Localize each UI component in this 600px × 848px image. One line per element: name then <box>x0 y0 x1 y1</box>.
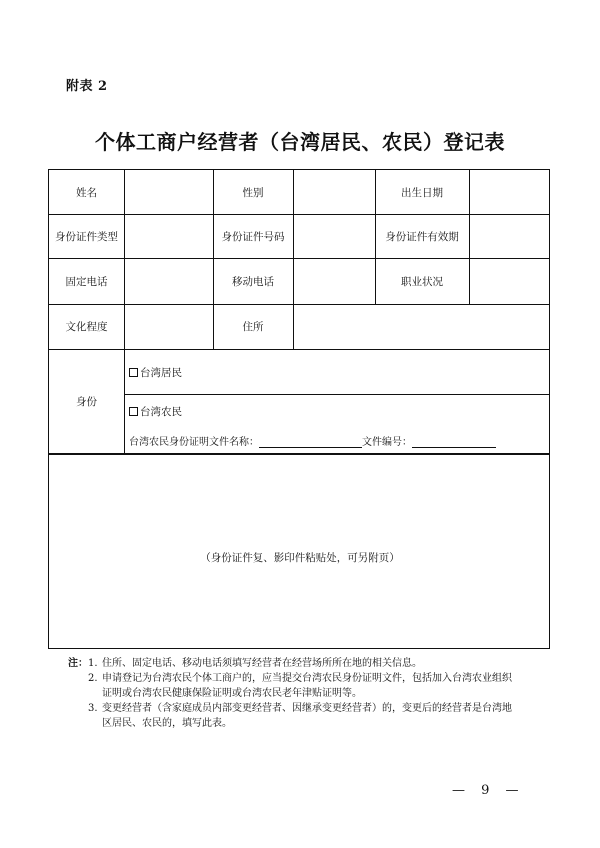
occupation-label: 职业状况 <box>401 275 443 288</box>
resident-option-label: 台湾居民 <box>140 367 182 379</box>
note-number: 1. <box>88 658 98 669</box>
notes-lead: 注： <box>68 658 88 669</box>
id-validity-label: 身份证件有效期 <box>385 230 459 243</box>
doc-number-label: 文件编号： <box>362 437 412 448</box>
education-label: 文化程度 <box>65 321 108 333</box>
doc-number-field[interactable] <box>412 437 496 448</box>
residence-label: 住所 <box>242 321 264 333</box>
name-field[interactable] <box>124 170 213 214</box>
id-number-field[interactable] <box>293 214 375 258</box>
notes-section <box>68 656 548 731</box>
note-number: 3. <box>88 703 98 714</box>
form-title: 个体工商户经营者（台湾居民、农民）登记表 <box>95 130 505 154</box>
farmer-option-label: 台湾农民 <box>140 406 182 418</box>
id-type-field[interactable] <box>124 214 213 258</box>
residence-field[interactable] <box>293 304 549 349</box>
section-divider <box>49 453 549 455</box>
registration-form-table <box>48 169 550 649</box>
education-field[interactable] <box>124 304 213 349</box>
note-text: 住所、固定电话、移动电话须填写经营者在经营场所所在地的相关信息。 <box>102 658 422 669</box>
identity-divider <box>124 394 549 395</box>
id-type-label: 身份证件类型 <box>55 230 118 243</box>
note-number: 2. <box>88 673 98 684</box>
note-text-continued: 区居民、农民的，填写此表。 <box>102 718 232 729</box>
note-text: 变更经营者（含家庭成员内部变更经营者、因继承变更经营者）的，变更后的经营者是台湾地 <box>102 703 512 714</box>
checkbox-icon[interactable] <box>129 368 138 377</box>
id-copy-paste-area: （身份证件复、影印件粘贴处，可另附页） <box>200 552 400 564</box>
identity-label: 身份 <box>76 395 97 408</box>
cert-doc-label: 台湾农民身份证明文件名称： <box>129 437 259 448</box>
name-label: 姓名 <box>76 186 97 199</box>
note-text: 申请登记为台湾农民个体工商户的，应当提交台湾农民身份证明文件，包括加入台湾农业组织 <box>102 673 512 684</box>
page-number: — 9 — <box>452 783 525 798</box>
id-number-label: 身份证件号码 <box>221 230 285 243</box>
landline-label: 固定电话 <box>65 275 108 288</box>
gender-label: 性别 <box>242 186 264 199</box>
gender-field[interactable] <box>293 170 375 214</box>
birth-date-field[interactable] <box>469 170 549 214</box>
mobile-label: 移动电话 <box>232 275 274 288</box>
resident-option[interactable] <box>129 365 182 380</box>
birth-date-label: 出生日期 <box>401 186 443 199</box>
farmer-certificate-line <box>129 433 496 448</box>
checkbox-icon[interactable] <box>129 407 138 416</box>
cert-doc-name-field[interactable] <box>259 437 362 448</box>
landline-field[interactable] <box>124 258 213 304</box>
mobile-field[interactable] <box>293 258 375 304</box>
farmer-option[interactable] <box>129 404 182 419</box>
id-validity-field[interactable] <box>469 214 549 258</box>
occupation-field[interactable] <box>469 258 549 304</box>
appendix-label: 附表 2 <box>66 79 108 94</box>
note-text-continued: 证明或台湾农民健康保险证明或台湾农民老年津贴证明等。 <box>102 688 362 699</box>
